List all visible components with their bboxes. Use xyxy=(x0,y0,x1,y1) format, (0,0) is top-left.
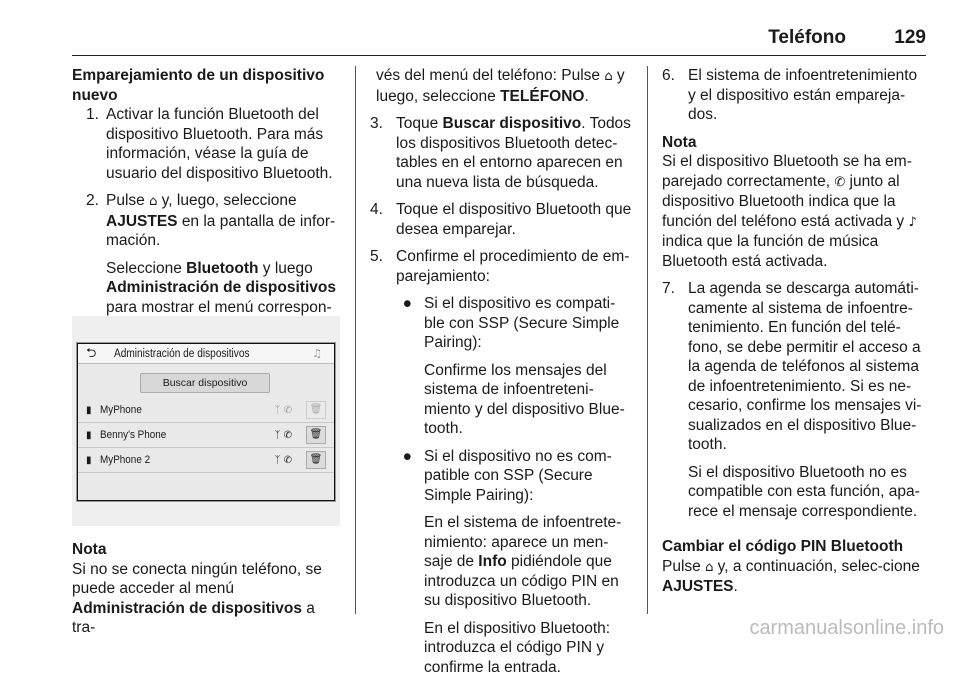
phone-icon: ✆ xyxy=(834,175,845,190)
music-icon: ♪ xyxy=(908,215,916,230)
bluetooth-phone-icon: ᛉ ✆ xyxy=(274,448,292,473)
note-title: Nota xyxy=(662,133,926,153)
section-title: Cambiar el código PIN Bluetooth xyxy=(662,537,926,557)
bullet-item: ● Si el dispositivo no es com-patible con SSP (Secure Simple Pairing): xyxy=(370,447,632,506)
step-4: 4. Toque el dispositivo Bluetooth que desea emparejar. xyxy=(370,200,632,239)
home-icon: ⌂ xyxy=(149,194,157,209)
phone-icon: ▮ xyxy=(86,398,92,423)
note-text: Si el dispositivo Bluetooth se ha em-parejado correctamente, ✆ junto al dispositivo Bluetooth indica que la función del teléfono está activada y ♪ indica que la función de música Bluetooth está activada. xyxy=(662,152,926,271)
step-6: 6. El sistema de infoentretenimiento y el dispositivo están empareja-dos. xyxy=(662,66,926,125)
step-3: 3. Toque Buscar dispositivo. Todos los dispositivos Bluetooth detec-tables en el entorno aparecen en una nueva lista de búsqueda. xyxy=(370,114,632,192)
watermark: carmanualsonline.info xyxy=(749,619,944,639)
phone-icon: ▮ xyxy=(86,423,92,448)
bullet-icon: ● xyxy=(396,447,424,506)
phone-icon: ▮ xyxy=(86,448,92,473)
trash-icon: 🗑 xyxy=(306,401,326,419)
column-3 xyxy=(662,66,926,597)
continuation-text: vés del menú del teléfono: Pulse ⌂ y luego, seleccione TELÉFONO. xyxy=(370,66,632,106)
bullet-paragraph: En el dispositivo Bluetooth: introduzca el código PIN y confirme la entrada. xyxy=(370,619,632,677)
note-title: Nota xyxy=(72,540,340,560)
screen-title-bar xyxy=(78,344,334,364)
home-icon: ⌂ xyxy=(604,69,612,84)
step-7: 7. La agenda se descarga automáti-camente al sistema de infoentre-tenimiento. En función del telé-fono, se debe permitir el acceso a la agenda de teléfonos al sistema de infoentretenimiento. Si es ne-cesario, confirme los mensajes vi-sualizados en el dispositivo Blue-tooth. xyxy=(662,279,926,455)
device-row xyxy=(78,398,334,423)
music-icon: ♫ xyxy=(312,344,322,364)
trash-icon: 🗑 xyxy=(306,451,326,469)
page-number: 129 xyxy=(894,28,926,48)
step-2: 2. Pulse ⌂ y, luego, seleccione AJUSTES en la pantalla de infor-mación. xyxy=(72,191,340,251)
back-icon: ⮌ xyxy=(86,344,96,364)
section-title: Emparejamiento de un dispositivo nuevo xyxy=(72,66,340,105)
bluetooth-phone-icon: ᛉ ✆ xyxy=(274,398,292,423)
pin-text: Pulse ⌂ y, a continuación, selec-cione AJUSTES. xyxy=(662,557,926,597)
column-1 xyxy=(72,66,340,337)
bullet-paragraph: En el sistema de infoentrete-nimiento: aparece un men-saje de Info pidiéndole que introduzca un código PIN en su dispositivo Bluetooth. xyxy=(370,513,632,611)
bluetooth-phone-icon: ᛉ ✆ xyxy=(274,423,292,448)
page-title: Teléfono xyxy=(768,28,846,48)
screen-frame xyxy=(76,342,336,502)
trash-icon: 🗑 xyxy=(306,426,326,444)
note-1: Nota Si no se conecta ningún teléfono, se puede acceder al menú Administración de dispositivos a tra- xyxy=(72,540,340,638)
bullet-icon: ● xyxy=(396,294,424,353)
device-name: MyPhone 2 xyxy=(100,448,150,473)
step-5: 5. Confirme el procedimiento de em-parejamiento: xyxy=(370,247,632,286)
device-management-screenshot xyxy=(72,316,340,526)
device-name: MyPhone xyxy=(100,398,142,423)
column-divider xyxy=(647,66,648,614)
device-name: Benny's Phone xyxy=(100,423,166,448)
column-2 xyxy=(370,66,632,677)
step-1: 1. Activar la función Bluetooth del dispositivo Bluetooth. Para más información, véase la guía de usuario del dispositivo Bluetooth. xyxy=(72,105,340,183)
step-7-paragraph: Si el dispositivo Bluetooth no es compatible con esta función, apa-rece el mensaje correspondiente. xyxy=(662,463,926,522)
column-divider xyxy=(355,66,356,614)
screen-title: Administración de dispositivos xyxy=(114,344,250,364)
page-header xyxy=(72,22,926,56)
device-row xyxy=(78,448,334,473)
home-icon: ⌂ xyxy=(705,560,713,575)
step-2-paragraph: Seleccione Bluetooth y luego Administración de dispositivos para mostrar el menú correspon- xyxy=(72,259,340,337)
bullet-item: ● Si el dispositivo es compati-ble con SSP (Secure Simple Pairing): xyxy=(370,294,632,353)
device-row xyxy=(78,423,334,448)
bullet-paragraph: Confirme los mensajes del sistema de infoentreteni-miento y del dispositivo Blue-tooth. xyxy=(370,361,632,439)
search-device-button: Buscar dispositivo xyxy=(140,373,270,393)
